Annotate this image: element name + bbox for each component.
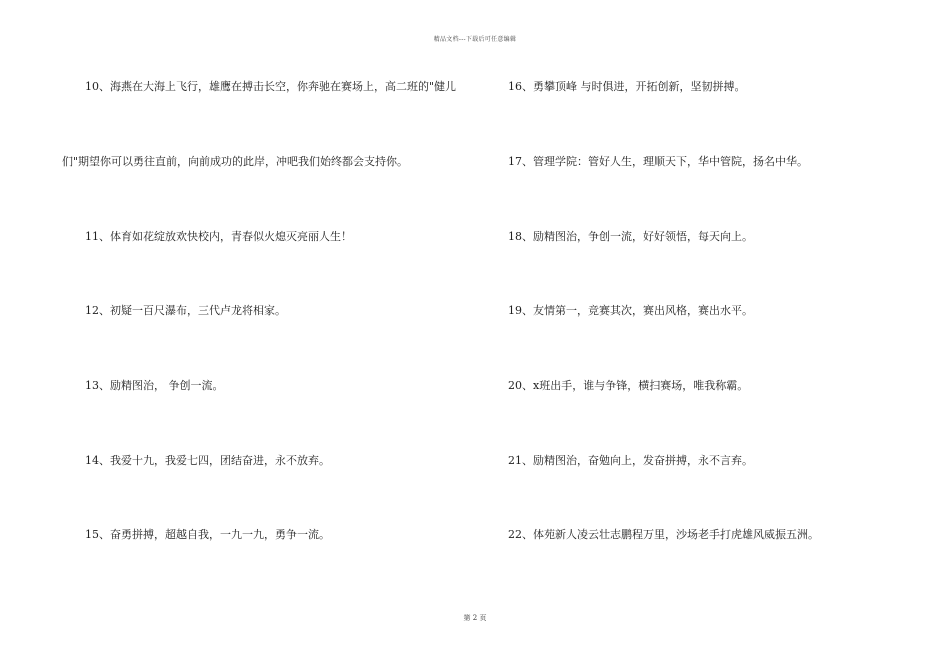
slogan-10-line-2: 们"期望你可以勇往直前，向前成功的此岸，冲吧我们始终都会支持你。 <box>62 155 409 168</box>
slogan-19: 19、友情第一，竞赛其次，赛出风格，赛出水平。 <box>508 304 753 317</box>
page-header: 精品文档---下载后可任意编辑 <box>433 36 517 43</box>
slogan-16: 16、勇攀顶峰 与时俱进，开拓创新，坚韧拼搏。 <box>508 80 746 93</box>
slogan-18: 18、励精图治，争创一流，好好领悟，每天向上。 <box>508 230 753 243</box>
slogan-11: 11、体育如花绽放欢快校内，青春似火熄灭亮丽人生！ <box>85 230 352 243</box>
slogan-13: 13、励精图治， 争创一流。 <box>85 379 224 392</box>
slogan-22: 22、体苑新人凌云壮志鹏程万里，沙场老手打虎雄风威振五洲。 <box>508 528 819 541</box>
slogan-17: 17、管理学院：管好人生，理顺天下，华中管院，扬名中华。 <box>508 155 808 168</box>
slogan-21: 21、励精图治，奋勉向上，发奋拼搏，永不言弃。 <box>508 454 753 467</box>
slogan-14: 14、我爱十九，我爱七四，团结奋进，永不放弃。 <box>85 454 330 467</box>
slogan-10-line-1: 10、海燕在大海上飞行，雄鹰在搏击长空，你奔驰在赛场上，高二班的"健儿 <box>85 80 457 93</box>
slogan-15: 15、奋勇拼搏，超越自我，一九一九，勇争一流。 <box>85 528 330 541</box>
slogan-12: 12、初疑一百尺瀑布，三代卢龙将相家。 <box>85 304 286 317</box>
slogan-20: 20、x班出手，谁与争锋，横扫赛场，唯我称霸。 <box>508 379 749 392</box>
page-number: 第 2 页 <box>463 614 487 622</box>
